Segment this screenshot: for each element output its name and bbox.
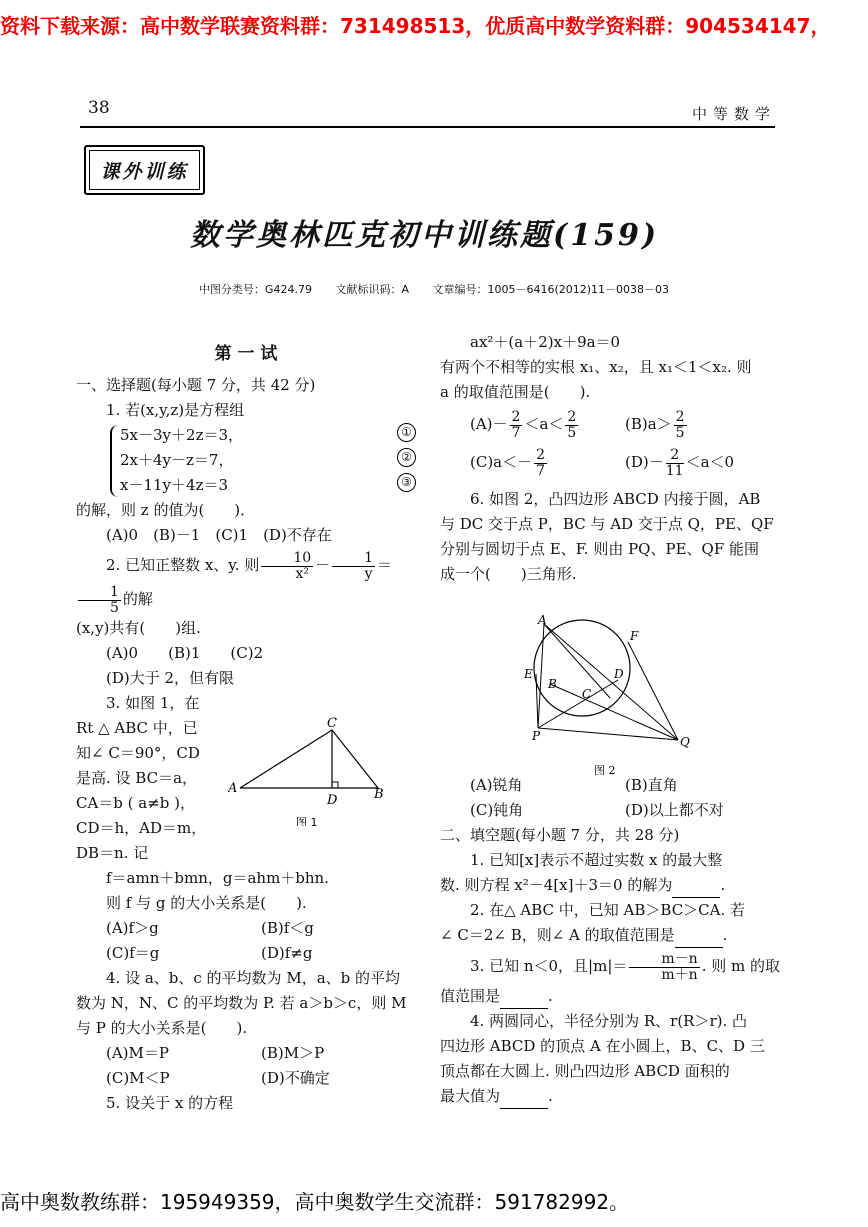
q3-line9: 则 f 与 g 的大小关系是( ). [106, 894, 307, 912]
q5-opt-d [625, 443, 780, 481]
q2-opt-d: (D)大于 2，但有限 [106, 669, 235, 687]
q3-opt-d: (D)f≠g [261, 944, 313, 962]
q5-opt-a-pre: (A)－ [470, 415, 508, 433]
q5-opt-c-frac [534, 448, 547, 479]
q6-line4: 成一个( )三角形. [440, 565, 577, 583]
q6-opt-b: (B)直角 [625, 776, 678, 794]
f4-line2: 四边形 ABCD 的顶点 A 在小圆上，B、C、D 三 [440, 1037, 765, 1055]
q3-line1: 3. 如图 1，在 [106, 694, 200, 712]
q3-line2: Rt △ ABC 中，已 [76, 719, 198, 737]
q5-opt-a-mid: ＜a＜ [524, 415, 564, 433]
q5-line1: 5. 设关于 x 的方程 [106, 1094, 234, 1112]
q5-opt-b-pre: (B)a＞ [625, 415, 672, 433]
article-meta [0, 281, 868, 297]
q4-options-cd [76, 1066, 416, 1091]
q1-stem: 1. 若(x,y,z)是方程组 [106, 401, 245, 419]
q6-options-cd [440, 798, 780, 823]
section-tag-label: 课外训练 [89, 150, 200, 190]
contact-banner: 高中奥数教练群：195949359，高中奥数学生交流群：591782992。 [0, 1190, 630, 1214]
q1-equation-system [76, 423, 416, 498]
q2-frac1-num: 10 [261, 551, 313, 567]
f3-post: . 则 m 的取 [701, 957, 780, 975]
q5-opt-b [625, 405, 780, 443]
fig2-label-e: E [524, 667, 533, 681]
figure-1-diagram [228, 716, 398, 826]
clc-number: 中图分类号：G424.79 [198, 283, 312, 296]
q3-line5: CA＝b ( a≠b )， [76, 794, 196, 812]
q5-opt-d-post: ＜a＜0 [685, 453, 735, 471]
f2-line1: 2. 在△ ABC 中，已知 AB＞BC＞CA. 若 [470, 901, 746, 919]
period: . [720, 876, 726, 894]
period: . [548, 1087, 553, 1105]
q6-opt-c: (C)钝角 [470, 801, 524, 819]
q5-opt-a-frac2 [565, 410, 578, 441]
q2-opt-b: (B)1 [168, 644, 201, 662]
q5-opt-a-frac1-num: 2 [511, 408, 521, 425]
f3-line2 [440, 984, 780, 1009]
q5-opt-d-pre: (D)－ [625, 453, 664, 471]
fig1-label-c: C [327, 716, 337, 731]
fig2-label-f: F [630, 629, 639, 643]
f1-line1: 1. 已知[x]表示不超过实数 x 的最大整 [470, 851, 723, 869]
q5-opt-a-frac2-num: 2 [567, 408, 577, 425]
q5-opt-a [470, 405, 625, 443]
article-title: 数学奥林匹克初中训练题(159) [190, 218, 660, 253]
f4-line4-text: 最大值为 [440, 1087, 501, 1105]
q3-options-cd [76, 941, 416, 966]
q3-line4: 是高. 设 BC＝a， [76, 769, 198, 787]
q2-opt-a: (A)0 [106, 644, 139, 662]
source-banner: 资料下载来源：高中数学联赛资料群：731498513，优质高中数学资料群：904534147， [0, 14, 831, 38]
brace [110, 425, 120, 497]
f3-line2-text: 值范围是 [440, 987, 501, 1005]
q3-opt-a: (A)f＞g [106, 919, 159, 937]
doc-code: 文献标识码：A [335, 283, 409, 296]
q6-line1: 6. 如图 2，凸四边形 ABCD 内接于圆，AB [470, 490, 761, 508]
fig2-label-b: B [548, 677, 557, 691]
fig1-label-d: D [327, 793, 338, 808]
q5-opt-b-frac-den: 5 [675, 424, 685, 441]
q2-frac1 [261, 551, 313, 582]
q5-opt-c [470, 443, 625, 481]
q2-frac2 [332, 551, 375, 582]
q4-line2: 数为 N，N、C 的平均数为 P. 若 a＞b＞c，则 M [76, 994, 407, 1012]
q4-opt-b: (B)M＞P [261, 1044, 325, 1062]
answer-blank [500, 1092, 548, 1109]
header-rule [80, 126, 775, 128]
q4-line1: 4. 设 a、b、c 的平均数为 M，a、b 的平均 [106, 969, 401, 987]
q1-options: (A)0 (B)－1 (C)1 (D)不存在 [106, 526, 332, 544]
q3-line7: DB＝n. 记 [76, 844, 149, 862]
q6-opt-a: (A)锐角 [470, 776, 523, 794]
f2-line2 [440, 923, 780, 948]
fig2-label-p: P [532, 729, 541, 743]
q1-marker-3: ③ [397, 473, 416, 492]
q1-eq1: 5x－3y＋2z＝3， [120, 426, 244, 444]
q2-frac3-num: 1 [78, 585, 121, 601]
part2-heading: 二、填空题(每小题 7 分，共 28 分) [440, 826, 680, 844]
answer-blank [675, 931, 723, 948]
q5-options-ab [440, 405, 780, 443]
fig2-label-d: D [614, 667, 624, 681]
part1-heading: 一、选择题(每小题 7 分，共 42 分) [76, 376, 316, 394]
q5-line2: 有两个不相等的实根 x₁、x₂，且 x₁＜1＜x₂. 则 [440, 358, 752, 376]
q5-opt-d-frac-num: 2 [666, 448, 684, 464]
q3-line6: CD＝h，AD＝m， [76, 819, 207, 837]
period: . [722, 926, 728, 944]
figure-2 [520, 608, 700, 784]
q5-opt-a-frac2-den: 5 [567, 424, 577, 441]
q4-opt-c: (C)M＜P [106, 1069, 170, 1087]
q5-opt-d-frac-den: 11 [665, 462, 684, 479]
q5-opt-b-frac [674, 410, 687, 441]
f2-line2-text: ∠ C＝2∠ B，则∠ A 的取值范围是 [440, 926, 675, 944]
figure-1 [228, 716, 398, 830]
journal-name: 中等数学 [691, 105, 776, 123]
q4-opt-d: (D)不确定 [261, 1069, 330, 1087]
f3-line1 [440, 948, 780, 984]
q4-options-ab [76, 1041, 416, 1066]
f3-frac [629, 952, 699, 983]
fig1-caption: 图 1 [296, 816, 318, 826]
q2-eq: ＝ [377, 556, 393, 574]
q3-line3: 知∠ C＝90°，CD [76, 744, 200, 762]
answer-blank [500, 992, 548, 1009]
q2-minus: － [315, 556, 331, 574]
page-number: 38 [88, 98, 110, 118]
q4-line3: 与 P 的大小关系是( ). [76, 1019, 248, 1037]
fig2-caption: 图 2 [594, 764, 616, 777]
q2-pre: 2. 已知正整数 x、y. 则 [106, 556, 260, 574]
q5-opt-d-frac [666, 448, 684, 479]
q3-line8: f＝amn＋bmn，g＝ahm＋bhn. [106, 869, 329, 887]
f1-line2-text: 数. 则方程 x²－4[x]＋3＝0 的解为 [440, 876, 673, 894]
q3-opt-c: (C)f＝g [106, 944, 160, 962]
article-number: 文章编号：1005－6416(2012)11－0038－03 [432, 283, 670, 296]
f1-line2 [440, 873, 780, 898]
q2-tail: (x,y)共有( )组. [76, 619, 201, 637]
f3-frac-den: m＋n [661, 966, 698, 983]
f4-line4 [440, 1084, 780, 1109]
f4-line3: 顶点都在大圆上. 则凸四边形 ABCD 面积的 [440, 1062, 730, 1080]
q5-options-cd [440, 443, 780, 481]
q2-frac3 [78, 585, 121, 616]
answer-blank [672, 881, 720, 898]
q5-opt-c-frac-den: 7 [536, 462, 546, 479]
f3-frac-num: m－n [629, 952, 699, 968]
q3-opt-b: (B)f＜g [261, 919, 314, 937]
q1-tail: 的解，则 z 的值为( )． [76, 501, 256, 519]
fig1-label-b: B [374, 787, 384, 802]
f3-pre: 3. 已知 n＜0，且|m|＝ [470, 957, 628, 975]
q5-opt-a-frac1-den: 7 [511, 424, 521, 441]
q5-opt-a-frac1 [510, 410, 523, 441]
q2-opt-c: (C)2 [230, 644, 264, 662]
figure-2-diagram [520, 608, 700, 780]
q6-line3: 分别与圆切于点 E、F. 则由 PQ、PE、QF 能围 [440, 540, 760, 558]
q1-marker-2: ② [397, 448, 416, 467]
q5-opt-b-frac-num: 2 [675, 408, 685, 425]
fig2-label-c: C [582, 687, 592, 701]
q4-opt-a: (A)M＝P [106, 1044, 169, 1062]
f4-line1: 4. 两圆同心，半径分别为 R、r(R＞r). 凸 [470, 1012, 748, 1030]
section-tag [84, 145, 205, 195]
period: . [548, 987, 553, 1005]
q5-equation: ax²＋(a＋2)x＋9a＝0 [470, 333, 621, 351]
q1-eq2: 2x＋4y－z＝7， [120, 451, 234, 469]
q2-post: 的解 [122, 590, 153, 608]
q3-options-ab [76, 916, 416, 941]
q5-opt-c-pre: (C)a＜－ [470, 453, 533, 471]
q6-line2: 与 DC 交于点 P，BC 与 AD 交于点 Q，PE、QF [440, 515, 774, 533]
q1-marker-1: ① [397, 423, 416, 442]
q6-opt-d: (D)以上都不对 [625, 801, 724, 819]
q5-line3: a 的取值范围是( ). [440, 383, 591, 401]
q2-frac1-den: x² [295, 565, 309, 582]
q5-opt-c-frac-num: 2 [536, 446, 546, 463]
fig2-label-q: Q [680, 735, 690, 749]
q2-stem [76, 548, 416, 616]
q1-eq3: x－11y＋4z＝3 [120, 476, 229, 494]
q2-frac2-num: 1 [332, 551, 375, 567]
q2-options-abc [76, 641, 416, 666]
q2-frac2-den: y [364, 565, 373, 582]
test-heading: 第 一 试 [214, 344, 278, 364]
q2-frac3-den: 5 [110, 599, 119, 616]
fig1-label-a: A [228, 781, 238, 796]
fig2-label-a: A [538, 613, 547, 627]
